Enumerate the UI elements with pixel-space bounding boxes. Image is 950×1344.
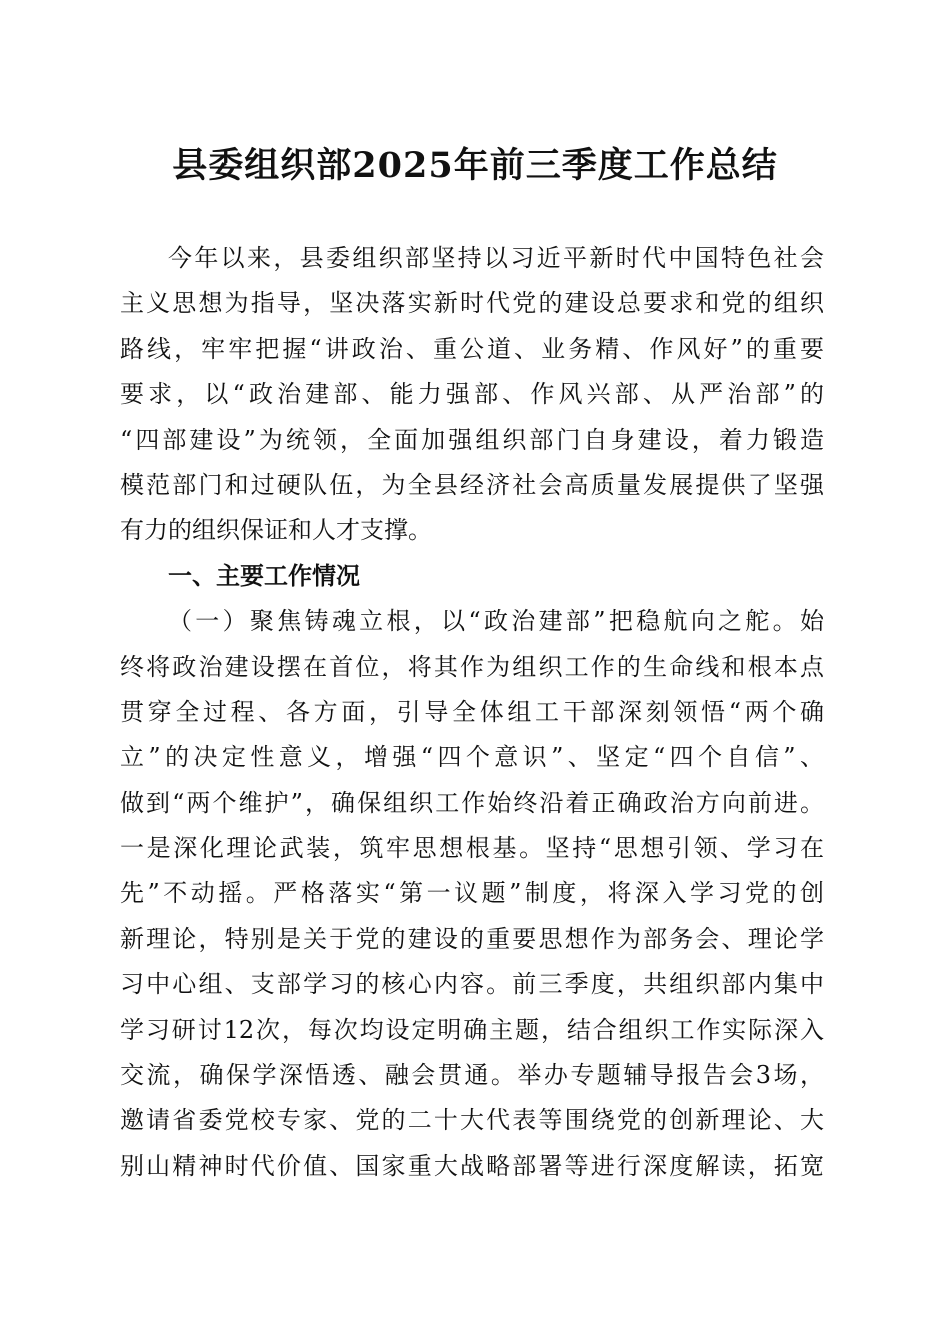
intro-line: 要求，以“政治建部、能力强部、作风兴部、从严治部”的 [120, 380, 824, 409]
section1-line: 立”的决定性意义，增强“四个意识”、坚定“四个自信”、 [120, 743, 824, 772]
section1-line: （一）聚焦铸魂立根，以“政治建部”把稳航向之舵。始 [168, 607, 824, 636]
intro-line: “四部建设”为统领，全面加强组织部门自身建设，着力锻造 [120, 425, 824, 454]
intro-line: 今年以来，县委组织部坚持以习近平新时代中国特色社会 [168, 244, 824, 272]
section1-line: 一是深化理论武装，筑牢思想根基。坚持“思想引领、学习在 [120, 834, 824, 863]
section1-line: 交流，确保学深悟透、融会贯通。举办专题辅导报告会3场， [120, 1061, 824, 1090]
section1-line: 学习研讨12次，每次均设定明确主题，结合组织工作实际深入 [120, 1015, 824, 1044]
intro-line: 路线，牢牢把握“讲政治、重公道、业务精、作风好”的重要 [120, 334, 824, 363]
section1-line: 别山精神时代价值、国家重大战略部署等进行深度解读，拓宽 [120, 1151, 824, 1180]
document-title: 县委组织部2025年前三季度工作总结 [172, 145, 778, 186]
section1-line: 终将政治建设摆在首位，将其作为组织工作的生命线和根本点 [120, 652, 824, 681]
section1-line: 新理论，特别是关于党的建设的重要思想作为部务会、理论学 [120, 924, 824, 953]
intro-line: 模范部门和过硬队伍，为全县经济社会高质量发展提供了坚强 [120, 470, 824, 499]
section1-line: 贯穿全过程、各方面，引导全体组工干部深刻领悟“两个确 [120, 697, 824, 726]
intro-line: 主义思想为指导，坚决落实新时代党的建设总要求和党的组织 [120, 289, 824, 318]
section1-line: 先”不动摇。严格落实“第一议题”制度，将深入学习党的创 [120, 879, 824, 908]
intro-line: 有力的组织保证和人才支撑。 [120, 516, 432, 545]
document-body [120, 236, 824, 1189]
section-heading: 一、主要工作情况 [168, 561, 360, 590]
section1-line: 习中心组、支部学习的核心内容。前三季度，共组织部内集中 [120, 970, 824, 999]
section1-line: 做到“两个维护”，确保组织工作始终沿着正确政治方向前进。 [120, 788, 824, 817]
section1-line: 邀请省委党校专家、党的二十大代表等围绕党的创新理论、大 [120, 1106, 824, 1135]
